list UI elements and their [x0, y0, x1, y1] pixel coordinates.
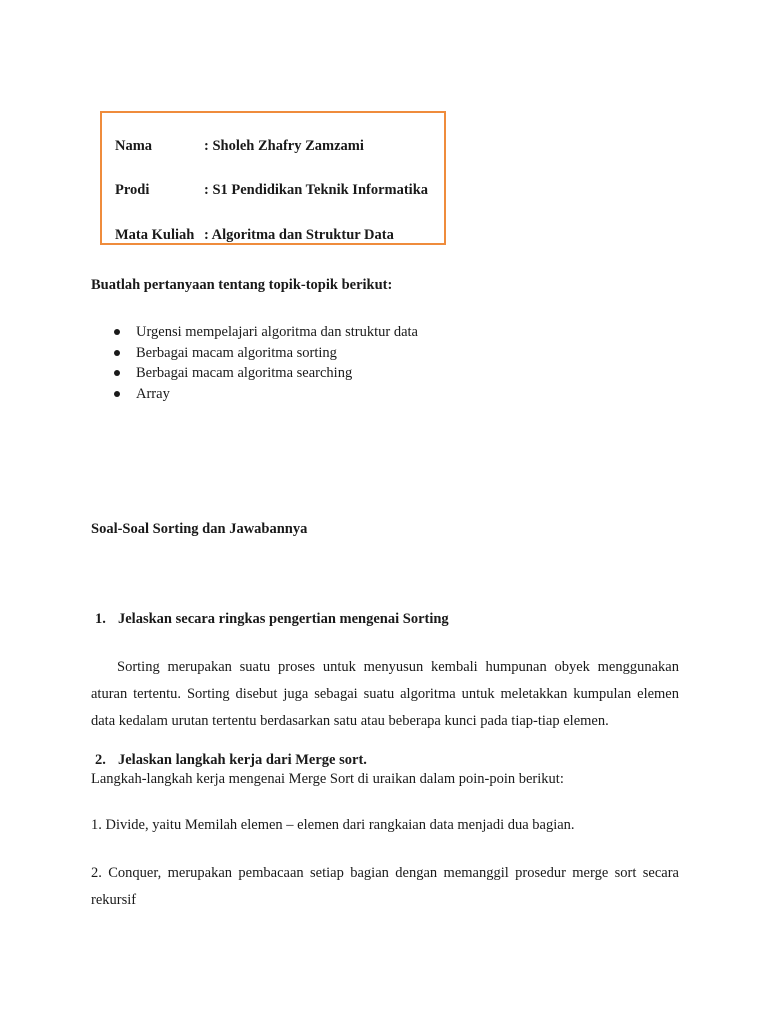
list-item — [114, 363, 418, 384]
instruction-heading: Buatlah pertanyaan tentang topik-topik berikut: — [91, 277, 393, 293]
topic-text: Array — [136, 385, 170, 402]
question-title: Jelaskan langkah kerja dari Merge sort. — [118, 752, 367, 768]
merge-sort-step-1: 1. Divide, yaitu Memilah elemen – elemen dari rangkaian data menjadi dua bagian. — [91, 817, 575, 833]
bullet-icon — [114, 329, 120, 335]
identity-box — [100, 111, 446, 245]
answer-text: Sorting merupakan suatu proses untuk menyusun kembali humpunan obyek menggunakan aturan tertentu. Sorting disebut juga sebagai suatu algoritma untuk meletakkan kumpulan elemen data kedalam urutan tertentu berdasarkan satu atau beberapa kunci pada tiap-tiap elemen. — [91, 659, 679, 729]
topic-text: Berbagai macam algoritma searching — [136, 365, 353, 381]
identity-row-nama — [115, 138, 364, 155]
identity-value: : Sholeh Zhafry Zamzami — [204, 138, 364, 154]
topic-text: Urgensi mempelajari algoritma dan struktur data — [136, 324, 418, 340]
identity-label: Prodi — [115, 182, 150, 198]
question-title: Jelaskan secara ringkas pengertian mengenai Sorting — [118, 611, 449, 627]
bullet-icon — [114, 391, 120, 397]
question-1-heading — [95, 611, 449, 628]
bullet-icon — [114, 370, 120, 376]
topic-text: Berbagai macam algoritma sorting — [136, 344, 337, 361]
identity-label: Mata Kuliah — [115, 227, 195, 243]
identity-row-prodi — [115, 182, 428, 199]
question-number: 2. — [95, 752, 106, 768]
question-1-answer — [91, 654, 679, 735]
list-item — [114, 343, 418, 364]
identity-label: Nama — [115, 138, 153, 154]
question-2-heading — [95, 752, 367, 769]
merge-sort-intro: Langkah-langkah kerja mengenai Merge Sort di uraikan dalam poin-poin berikut: — [91, 771, 564, 787]
merge-sort-step-2: 2. Conquer, merupakan pembacaan setiap bagian dengan memanggil prosedur merge sort secara rekursif — [91, 865, 679, 908]
list-item — [114, 322, 418, 343]
bullet-icon — [114, 350, 120, 356]
identity-value: : Algoritma dan Struktur Data — [204, 227, 394, 243]
list-item — [114, 384, 418, 405]
identity-row-mata-kuliah — [115, 227, 394, 244]
identity-value: : S1 Pendidikan Teknik Informatika — [204, 182, 429, 198]
question-number: 1. — [95, 611, 106, 627]
section-title: Soal-Soal Sorting dan Jawabannya — [91, 521, 308, 537]
topic-list — [114, 322, 418, 404]
